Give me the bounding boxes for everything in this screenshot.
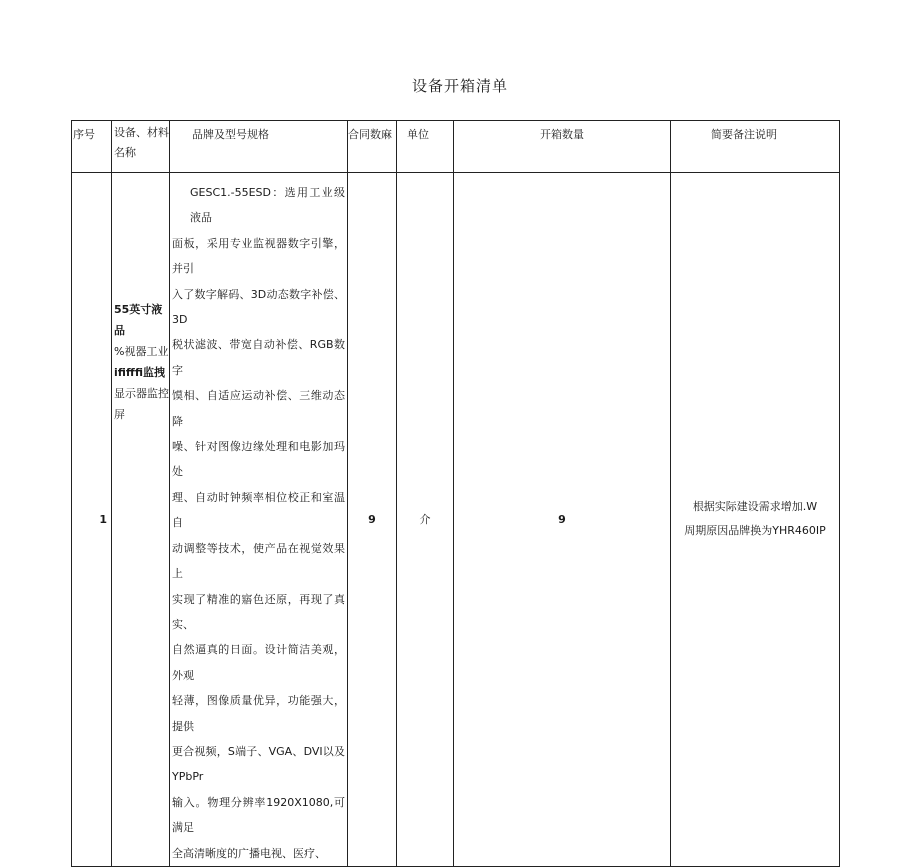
- spec-line: 轻薄，图像质量优异，功能强大，提供: [172, 694, 345, 733]
- row-name-line: 显示器监控: [114, 387, 169, 400]
- header-open-qty: 开箱数量: [454, 121, 671, 173]
- spec-line: 噪、针对图像边缘处理和电影加玛处: [172, 440, 345, 479]
- row-open-qty: 9: [454, 173, 671, 867]
- header-spec: 品牌及型号规格: [170, 121, 348, 173]
- row-unit: 介: [397, 173, 454, 867]
- header-seq: 序号: [72, 121, 112, 173]
- row-remark: [671, 173, 840, 867]
- spec-line: 全高清晰度的广播电视、医疗、: [172, 846, 326, 860]
- row-name-line: ififffi监拽: [114, 366, 165, 379]
- spec-line: 面板，采用专业监视器数字引擎，并引: [172, 236, 345, 276]
- spec-line: 自然逼真的日面。设计简洁美观，外观: [172, 643, 345, 682]
- row-name-line: 屏: [114, 408, 125, 421]
- row-name-line: 55英寸液品: [114, 303, 163, 337]
- spec-line: 税状滤波、带宽自动补偿、RGB数字: [172, 338, 345, 377]
- spec-line: 输入。物理分辨率1920X1080,可满足: [172, 795, 345, 835]
- spec-line: 入了数字解码、3D动态数字补偿、3D: [172, 287, 345, 327]
- row-name: [112, 173, 170, 867]
- spec-line: 更合视频，S端子、VGA、DVI以及YPbPr: [172, 744, 345, 784]
- header-row: [72, 121, 840, 173]
- spec-line: 理、自动时钟频率相位校正和室温自: [172, 490, 345, 530]
- row-seq: 1: [72, 173, 112, 867]
- equipment-table: [71, 120, 840, 867]
- row-spec: [170, 173, 348, 867]
- remark-line2: 周期原因品牌换为YHR460IP: [684, 524, 826, 538]
- page-title: 设备开箱清单: [411, 77, 508, 95]
- spec-line: 实现了精准的寤色还原，再现了真实、: [172, 592, 345, 631]
- header-name-line1: 设备、材料: [114, 126, 169, 139]
- spec-line: 动调整等技术，使产品在视觉效果上: [172, 541, 345, 581]
- table-row: [72, 173, 840, 867]
- header-contract-qty: 合同数麻: [348, 121, 397, 173]
- header-name-line2: 名称: [114, 146, 136, 159]
- spec-line: 馍相、自适应运动补偿、三维动态降: [172, 389, 345, 428]
- row-contract-qty: 9: [348, 173, 397, 867]
- remark-line1: 根据实际建设需求增加.W: [692, 500, 818, 514]
- header-name: [112, 121, 170, 173]
- spec-line: GESC1.-55ESD：选用工业级液品: [190, 186, 345, 225]
- row-name-line: %视器工业: [114, 345, 169, 358]
- header-unit: 单位: [397, 121, 454, 173]
- header-remark: 简要备注说明: [671, 121, 840, 173]
